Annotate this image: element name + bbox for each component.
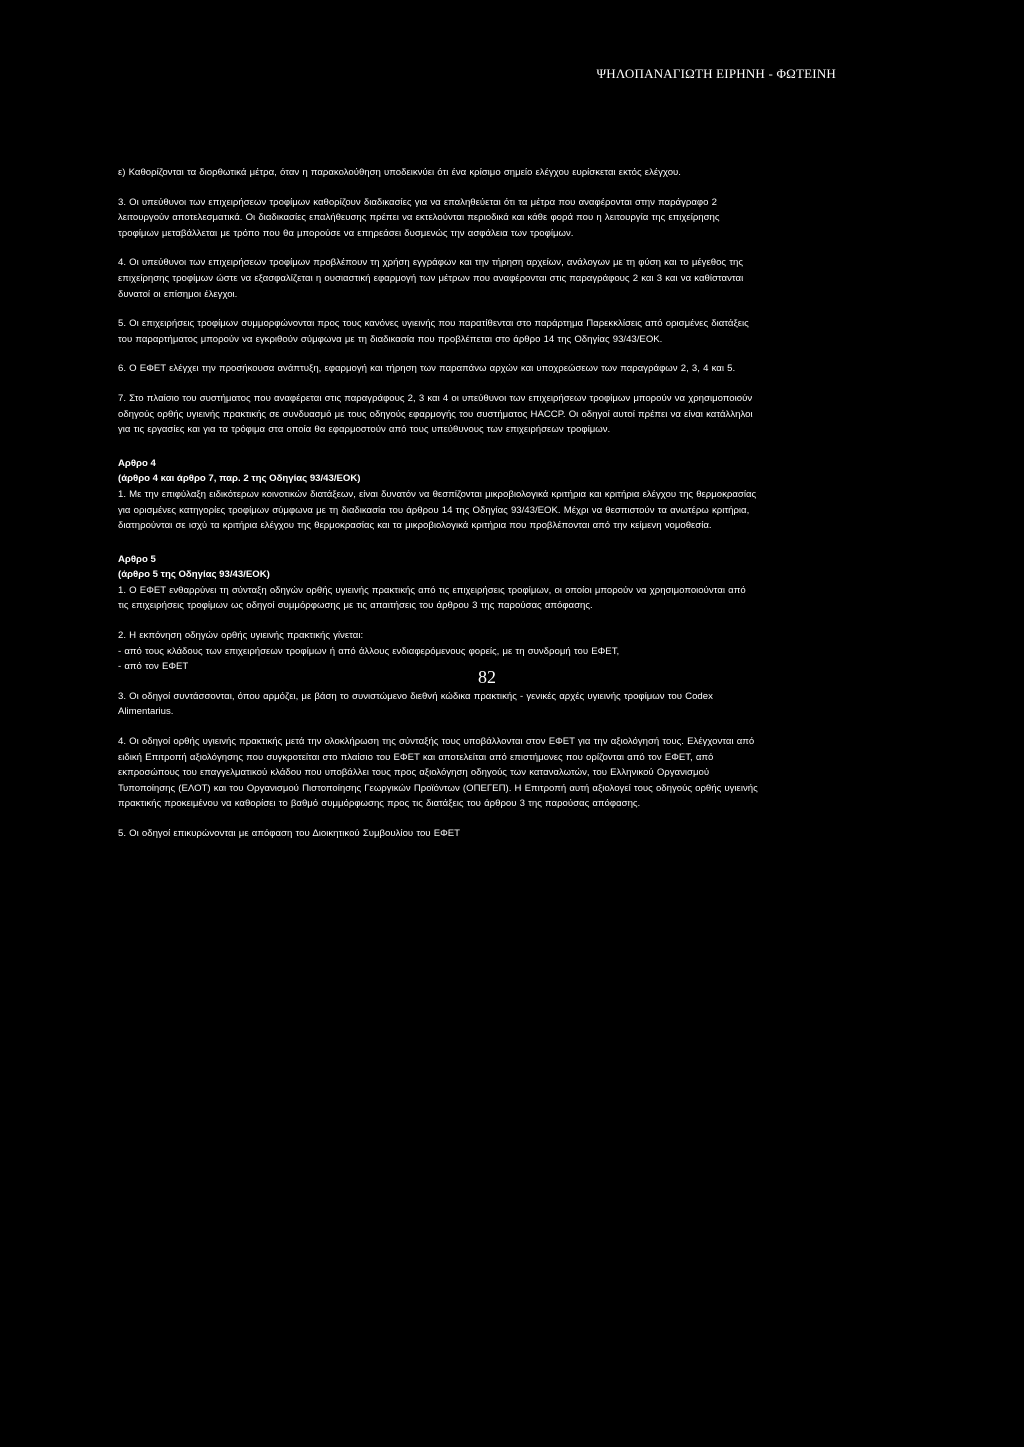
article-5-paragraph-3: 3. Οι οδηγοί συντάσσονται, όπου αρμόζει, με βάση το συνιστώμενο διεθνή κώδικα πρακτικής - γενικές αρχές υγιεινής τροφίμων του Codex Alimentarius. — [118, 690, 713, 718]
article-5-paragraph-2-item-2: - από τον ΕΦΕΤ — [118, 661, 189, 673]
article-4-paragraph-1: 1. Με την επιφύλαξη ειδικότερων κοινοτικών διατάξεων, είναι δυνατόν να θεσπίζονται μικροβιολογικά κριτήρια και κριτήρια ελέγχου της θερμοκρασίας για ορισμένες κατηγορίες τροφίμων σύμφωνα με τη διαδικασία του άρθρου 14 της Οδηγίας 93/43/ΕΟΚ. Μέχρι να θεσπιστούν τα ανωτέρω κριτήρια, διατηρούνται σε ισχύ τα κριτήρια ελέγχου της θερμοκρασίας και τα μικροβιολογικά κριτήρια που προβλέπονται από την κείμενη νομοθεσία. — [118, 488, 757, 532]
article-4-subtitle: (άρθρο 4 και άρθρο 7, παρ. 2 της Οδηγίας 93/43/ΕΟΚ) — [118, 473, 361, 485]
paragraph-3: 3. Οι υπεύθυνοι των επιχειρήσεων τροφίμων καθορίζουν διαδικασίες για να επαληθεύεται ότι τα μέτρα που αναφέρονται στην παράγραφο 2 λειτουργούν αποτελεσματικά. Οι διαδικασίες επαλήθευσης πρέπει να εκτελούνται περιοδικά και κάθε φορά που η λειτουργία της επιχείρησης τροφίμων μεταβάλλεται με τρόπο που θα μπορούσε να επηρεάσει δυσμενώς την ασφάλεια των τροφίμων. — [118, 196, 720, 239]
article-5-subtitle: (άρθρο 5 της Οδηγίας 93/43/ΕΟΚ) — [118, 569, 270, 581]
document-body — [118, 165, 758, 856]
article-4-title: Αρθρο 4 — [118, 457, 156, 469]
paragraph-6: 6. Ο ΕΦΕΤ ελέγχει την προσήκουσα ανάπτυξη, εφαρμογή και τήρηση των παραπάνω αρχών και υποχρεώσεων των παραγράφων 2, 3, 4 και 5. — [118, 363, 736, 375]
page-number: 82 — [478, 667, 496, 687]
article-5-paragraph-1: 1. Ο ΕΦΕΤ ενθαρρύνει τη σύνταξη οδηγών ορθής υγιεινής πρακτικής από τις επιχειρήσεις τροφίμων, οι οποίοι μπορούν να χρησιμοποιούνται από τις επιχειρήσεις τροφίμων ως οδηγοί συμμόρφωσης με τις απαιτήσεις του άρθρου 3 της παρούσας απόφασης. — [118, 584, 746, 612]
article-5-paragraph-2: 2. Η εκπόνηση οδηγών ορθής υγιεινής πρακτικής γίνεται: — [118, 630, 364, 642]
article-5-paragraph-2-item-1: - από τους κλάδους των επιχειρήσεων τροφίμων ή από άλλους ενδιαφερόμενους φορείς, με τη συνδρομή του ΕΦΕΤ, — [118, 645, 620, 657]
article-5-paragraph-5: 5. Οι οδηγοί επικυρώνονται με απόφαση του Διοικητικού Συμβουλίου του ΕΦΕΤ — [118, 828, 461, 839]
paragraph-e: ε) Καθορίζονται τα διορθωτικά μέτρα, όταν η παρακολούθηση υποδεικνύει ότι ένα κρίσιμο σημείο ελέγχου ευρίσκεται εκτός ελέγχου. — [118, 167, 681, 178]
article-5-paragraph-4: 4. Οι οδηγοί ορθής υγιεινής πρακτικής μετά την ολοκλήρωση της σύνταξής τους υποβάλλονται στον ΕΦΕΤ για την αξιολόγησή τους. Ελέγχονται από ειδική Επιτροπή αξιολόγησης που συγκροτείται στο πλαίσιο του ΕΦΕΤ και αποτελείται από επιστήμονες που ορίζονται από τον ΕΦΕΤ, από εκπροσώπους του επαγγελματικού κλάδου που υποβάλλει τους προς αξιολόγηση οδηγούς των καταναλωτών, του Ελληνικού Οργανισμού Τυποποίησης (ΕΛΟΤ) και του Οργανισμού Πιστοποίησης Γεωργικών Προϊόντων (ΟΠΕΓΕΠ). Η Επιτροπή αυτή αξιολογεί τους οδηγούς ορθής υγιεινής πρακτικής προκειμένου να καθορίσει το βαθμό συμμόρφωσης προς τις διατάξεις του άρθρου 3 της παρούσας απόφασης. — [118, 736, 758, 810]
page-header: ΨΗΛΟΠΑΝΑΓΙΩΤΗ ΕΙΡΗΝΗ - ΦΩΤΕΙΝΗ — [596, 66, 836, 81]
paragraph-4: 4. Οι υπεύθυνοι των επιχειρήσεων τροφίμων προβλέπουν τη χρήση εγγράφων και την τήρηση αρχείων, ανάλογων με τη φύση και το μέγεθος της επιχείρησης τροφίμων ώστε να εξασφαλίζεται η ουσιαστική εφαρμογή των μέτρων που αναφέρονται στις παραγράφους 2 και 3 και να καθίστανται δυνατοί οι επίσημοι έλεγχοι. — [118, 257, 744, 300]
paragraph-7: 7. Στο πλαίσιο του συστήματος που αναφέρεται στις παραγράφους 2, 3 και 4 οι υπεύθυνοι των επιχειρήσεων τροφίμων μπορούν να χρησιμοποιούν οδηγούς ορθής υγιεινής πρακτικής σε συνδυασμό με τους οδηγούς εφαρμογής του συστήματος HACCP. Οι οδηγοί αυτοί πρέπει να είναι κατάλληλοι για τις εργασίες και για τα τρόφιμα στα οποία θα εφαρμοστούν από τους υπεύθυνους των επιχειρήσεων τροφίμων. — [118, 392, 753, 436]
paragraph-5: 5. Οι επιχειρήσεις τροφίμων συμμορφώνονται προς τους κανόνες υγιεινής που παρατίθενται στο παράρτημα Παρεκκλίσεις από ορισμένες διατάξεις του παραρτήματος μπορούν να εγκριθούν σύμφωνα με τη διαδικασία που προβλέπεται στο άρθρο 14 της Οδηγίας 93/43/ΕΟΚ. — [118, 318, 749, 345]
article-5-title: Αρθρο 5 — [118, 553, 156, 565]
